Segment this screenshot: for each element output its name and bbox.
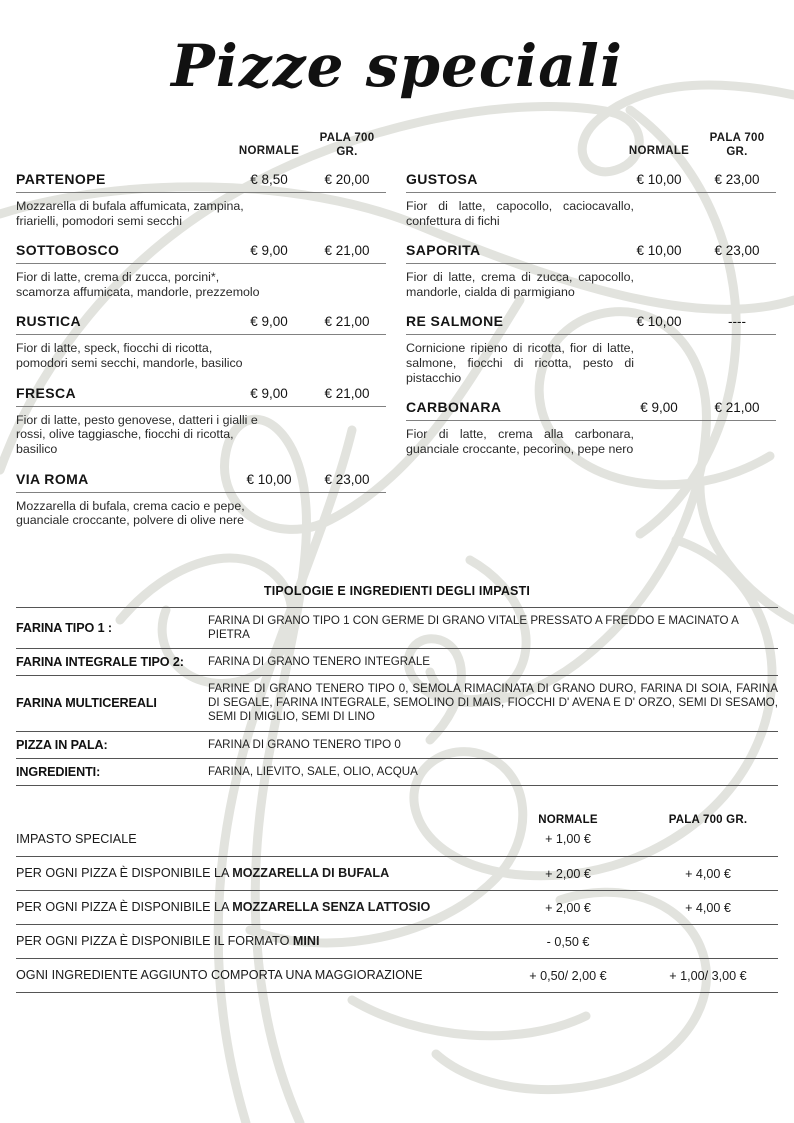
pizza-description: Fior di latte, pesto genovese, datteri i gialli e rossi, olive taggiasche, fiocchi di ricotta, basilico bbox=[16, 412, 258, 456]
pizza-price-pala: € 21,00 bbox=[714, 400, 760, 416]
row-divider bbox=[406, 192, 776, 193]
extras-table bbox=[16, 830, 778, 994]
pizza-entry[interactable] bbox=[16, 381, 386, 467]
impasti-value: FARINA DI GRANO TIPO 1 CON GERME DI GRANO VITALE PRESSATO A FREDDO E MACINATO A PIETRA bbox=[208, 607, 778, 648]
extras-label-bold: MOZZARELLA DI BUFALA bbox=[232, 866, 390, 880]
table-row bbox=[16, 857, 778, 891]
extras-label-plain: PER OGNI PIZZA È DISPONIBILE LA bbox=[16, 866, 233, 880]
extras-label-plain: OGNI INGREDIENTE AGGIUNTO COMPORTA UNA MAGGIORAZIONE bbox=[16, 968, 423, 983]
extras-label-bold: MINI bbox=[292, 934, 320, 949]
pizza-description: Mozzarella di bufala affumicata, zampina, friarielli, pomodori semi secchi bbox=[16, 198, 244, 228]
pizza-price-normale: € 8,50 bbox=[250, 171, 288, 187]
row-divider bbox=[16, 192, 386, 193]
pizza-price-pala: € 23,00 bbox=[714, 171, 760, 187]
spacer bbox=[16, 814, 498, 826]
extras-price-pala: + 1,00/ 3,00 € bbox=[638, 959, 778, 993]
row-divider bbox=[16, 492, 386, 493]
impasti-label: FARINA INTEGRALE TIPO 2: bbox=[16, 649, 208, 676]
row-divider bbox=[406, 420, 776, 421]
pizza-price-pala: € 21,00 bbox=[324, 314, 370, 330]
pizza-column-left bbox=[16, 119, 386, 538]
extras-label bbox=[16, 959, 498, 993]
pizza-entry[interactable] bbox=[16, 467, 386, 538]
table-row bbox=[16, 830, 778, 857]
extras-price-normale: - 0,50 € bbox=[498, 925, 638, 959]
extras-label bbox=[16, 857, 498, 891]
row-divider bbox=[16, 334, 386, 335]
pizza-price-pala: € 21,00 bbox=[324, 243, 370, 259]
pizza-price-pala: € 23,00 bbox=[714, 243, 760, 259]
extras-price-pala: + 4,00 € bbox=[638, 891, 778, 925]
pizza-entry[interactable] bbox=[406, 309, 776, 395]
pizza-description: Fior di latte, speck, fiocchi di ricotta, pomodori semi secchi, mandorle, basilico bbox=[16, 341, 243, 371]
extras-price-normale: + 1,00 € bbox=[545, 832, 591, 847]
table-row bbox=[16, 925, 778, 959]
pizza-price-normale: € 9,00 bbox=[250, 314, 288, 330]
pizza-description: Mozzarella di bufala, crema cacio e pepe, guanciale croccante, polvere di olive nere bbox=[16, 498, 245, 528]
pizza-name: RE SALMONE bbox=[406, 313, 504, 330]
table-row bbox=[16, 607, 778, 648]
extras-label-bold: MOZZARELLA SENZA LATTOSIO bbox=[232, 900, 431, 915]
pizza-entry[interactable] bbox=[406, 238, 776, 309]
pizza-name: PARTENOPE bbox=[16, 170, 106, 187]
extras-label-plain: IMPASTO SPECIALE bbox=[16, 831, 137, 846]
pizza-price-pala: € 20,00 bbox=[324, 171, 370, 187]
pizza-description: Cornicione ripieno di ricotta, fior di latte, salmone, fiocchi di ricotta, pesto di pistacchio bbox=[406, 341, 634, 385]
pizza-price-normale: € 10,00 bbox=[246, 471, 292, 487]
impasti-title: TIPOLOGIE E INGREDIENTI DEGLI IMPASTI bbox=[263, 583, 531, 598]
extras-price-pala bbox=[638, 925, 778, 959]
pizza-entry[interactable] bbox=[16, 167, 386, 238]
pizza-price-normale: € 9,00 bbox=[640, 400, 678, 416]
pizza-name: SAPORITA bbox=[406, 242, 481, 259]
extras-section bbox=[16, 814, 778, 994]
header-pala: PALA 700 GR. bbox=[709, 132, 765, 158]
pizza-price-pala: € 23,00 bbox=[324, 471, 370, 487]
header-normale: NORMALE bbox=[628, 144, 690, 157]
extras-label bbox=[16, 830, 498, 857]
impasti-label: PIZZA IN PALA: bbox=[16, 731, 208, 758]
pizza-price-normale: € 9,00 bbox=[250, 243, 288, 259]
table-row bbox=[16, 649, 778, 676]
extras-price-pala bbox=[638, 830, 778, 857]
table-row bbox=[16, 959, 778, 993]
pizza-entry[interactable] bbox=[406, 395, 776, 466]
row-divider bbox=[406, 263, 776, 264]
header-pala: PALA 700 GR. bbox=[319, 132, 375, 158]
impasti-value: FARINA, LIEVITO, SALE, OLIO, ACQUA bbox=[208, 758, 778, 785]
extras-header-normale: NORMALE bbox=[538, 813, 598, 826]
pizza-price-pala: ---- bbox=[728, 314, 746, 330]
row-divider bbox=[16, 263, 386, 264]
page-title: Pizze speciali bbox=[171, 32, 623, 100]
extras-price-normale: + 2,00 € bbox=[498, 857, 638, 891]
extras-price-normale: + 2,00 € bbox=[498, 891, 638, 925]
pizza-columns bbox=[0, 97, 794, 538]
pizza-price-normale: € 10,00 bbox=[636, 243, 682, 259]
row-divider bbox=[406, 334, 776, 335]
impasti-value: FARINE DI GRANO TENERO TIPO 0, SEMOLA RIMACINATA DI GRANO DURO, FARINA DI SOIA, FARINA DI SEGALE, FARINA INTEGRALE, SEMOLINO DI MAIS, FIOCCHI D' AVENA E D' ORZO, SEMI DI SESAMO, SEMI DI MIGLIO, SEMI DI LINO bbox=[208, 676, 778, 731]
pizza-price-pala: € 21,00 bbox=[324, 385, 370, 401]
impasti-section bbox=[16, 584, 778, 786]
pizza-name: GUSTOSA bbox=[406, 170, 478, 187]
pizza-name: RUSTICA bbox=[16, 313, 82, 330]
pizza-column-right bbox=[406, 119, 776, 538]
pizza-entry[interactable] bbox=[16, 238, 386, 309]
extras-label bbox=[16, 891, 498, 925]
pizza-description: Fior di latte, crema di zucca, porcini*, scamorza affumicata, mandorle, prezzemolo bbox=[16, 270, 260, 299]
header-normale: NORMALE bbox=[238, 144, 300, 157]
extras-header-pala: PALA 700 GR. bbox=[668, 813, 748, 826]
impasti-label: FARINA MULTICEREALI bbox=[16, 676, 208, 731]
table-row bbox=[16, 891, 778, 925]
pizza-name: CARBONARA bbox=[406, 399, 502, 416]
impasti-label: INGREDIENTI: bbox=[16, 758, 208, 785]
column-header-right bbox=[406, 119, 776, 159]
pizza-description: Fior di latte, capocollo, caciocavallo, confettura di fichi bbox=[406, 198, 634, 228]
pizza-description: Fior di latte, crema di zucca, capocollo, mandorle, cialda di parmigiano bbox=[406, 270, 634, 299]
pizza-name: SOTTOBOSCO bbox=[16, 242, 120, 259]
extras-label-plain: PER OGNI PIZZA È DISPONIBILE IL FORMATO bbox=[16, 934, 293, 949]
impasti-value: FARINA DI GRANO TENERO INTEGRALE bbox=[208, 649, 778, 676]
pizza-price-normale: € 10,00 bbox=[636, 314, 682, 330]
impasti-table bbox=[16, 607, 778, 786]
table-row bbox=[16, 731, 778, 758]
column-header-left bbox=[16, 119, 386, 159]
extras-label bbox=[16, 925, 498, 959]
pizza-price-normale: € 10,00 bbox=[636, 171, 682, 187]
extras-header-row bbox=[16, 814, 778, 830]
pizza-entry[interactable] bbox=[406, 167, 776, 238]
pizza-name: VIA ROMA bbox=[16, 470, 89, 487]
table-row bbox=[16, 758, 778, 785]
impasti-value: FARINA DI GRANO TENERO TIPO 0 bbox=[208, 731, 778, 758]
extras-label-plain: PER OGNI PIZZA È DISPONIBILE LA bbox=[16, 900, 233, 915]
pizza-entry[interactable] bbox=[16, 309, 386, 380]
pizza-description: Fior di latte, crema alla carbonara, guanciale croccante, pecorino, pepe nero bbox=[406, 427, 634, 456]
extras-price-pala: + 4,00 € bbox=[638, 857, 778, 891]
table-row bbox=[16, 676, 778, 731]
extras-price-normale: + 0,50/ 2,00 € bbox=[498, 959, 638, 993]
impasti-label: FARINA TIPO 1 : bbox=[16, 607, 208, 648]
pizza-price-normale: € 9,00 bbox=[250, 385, 288, 401]
row-divider bbox=[16, 406, 386, 407]
pizza-name: FRESCA bbox=[16, 384, 76, 401]
